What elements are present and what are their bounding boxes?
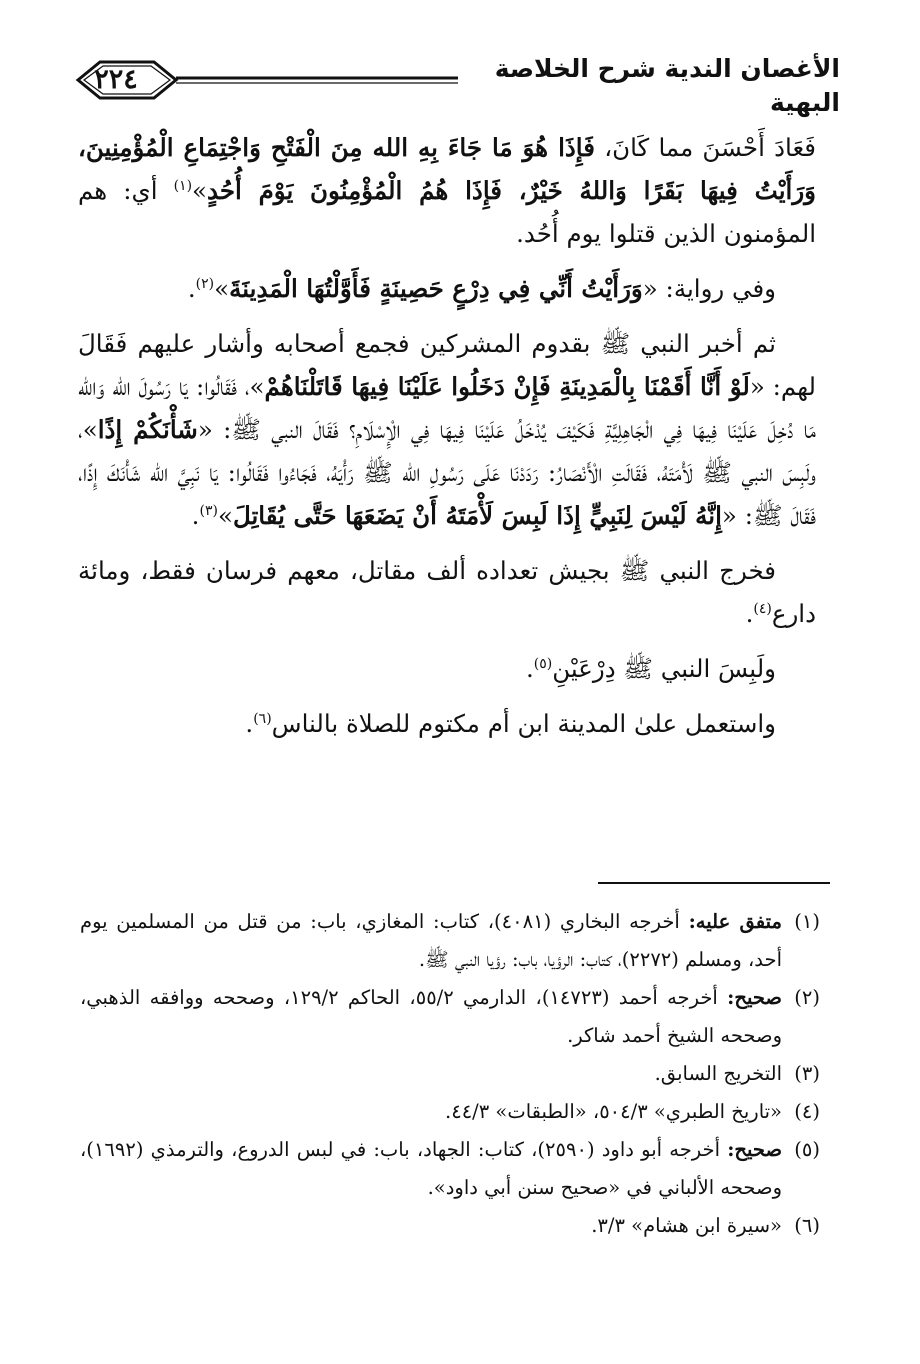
text-span: ولَبِسَ النبي ﷺ دِرْعَيْنِ — [552, 654, 776, 683]
footnote-number: (٥) — [794, 1138, 820, 1161]
text-span: . — [525, 654, 534, 683]
footnote-ref: (٣) — [199, 502, 218, 519]
text-span: واستعمل علىٰ المدينة ابن أم مكتوم للصلاة بالناس — [271, 709, 776, 738]
footnote-ref: (٦) — [253, 710, 272, 727]
paragraph-6 — [78, 702, 816, 745]
text-span: . — [187, 274, 196, 303]
footnote-text — [80, 1055, 782, 1093]
hadith-quote: لَوْ أَنَّا أَقَمْنَا بِالْمَدِينَةِ فَإِنْ دَخَلُوا عَلَيْنَا فِيهَا قَاتَلْنَاهُمْ — [264, 372, 750, 401]
text-span: » — [192, 176, 208, 205]
paragraph-5 — [78, 647, 816, 690]
page-header — [60, 40, 840, 120]
text-span: »، فَقَالُوا: يَا رَسُولَ الله وَالله مَا دُخِلَ عَلَيْنَا فِيهَا فِي الْجَاهِلِيَّةِ فَكَيْفَ يُدْخَلُ عَلَيْنَا فِيهَا فِي الْإِسْلَامِ؟ فَقَالَ النبي ﷺ: « — [78, 372, 816, 444]
text-span: . — [191, 501, 200, 530]
hadith-quote: وَرَأَيْتُ أَنِّي فِي دِرْعٍ حَصِينَةٍ فَأَوَّلْتُهَا الْمَدِينَةَ — [229, 274, 643, 303]
text-span: »، ولَبِسَ النبي ﷺ لَأْمَتَهُ، فَقَالَتِ الْأَنْصَارُ: رَدَدْنَا عَلَى رَسُولِ الله ﷺ رَأْيَهُ، فَجَاءُوا فَقَالُوا: يَا نَبِيَّ الله شَأْنَكَ إِذًا، فَقَالَ ﷺ: « — [78, 415, 816, 530]
footnote-text — [80, 1093, 782, 1131]
footnote-number: (٢) — [794, 986, 820, 1009]
footnote-text — [80, 1131, 782, 1207]
footnote-ref: (٢) — [195, 275, 215, 292]
text-span: أي: هم المؤمنون الذين قتلوا يوم أُحُد. — [78, 176, 816, 248]
footnote-number: (٦) — [794, 1214, 820, 1237]
footnote-body: «تاريخ الطبري» ٥٠٤/٣، «الطبقات» ٤٤/٣. — [445, 1100, 782, 1123]
text-span: . — [745, 599, 754, 628]
text-span: فخرج النبي ﷺ بجيش تعداده ألف مقاتل، معهم فرسان فقط، ومائة دارع — [78, 556, 816, 628]
hadith-quote: فَإِذَا هُوَ مَا جَاءَ بِهِ الله مِنَ الْفَتْحِ وَاجْتِمَاعِ الْمُؤْمِنِينَ، وَرَأَيْتُ فِيهَا بَقَرًا وَاللهُ خَيْرٌ، فَإِذَا هُمُ الْمُؤْمِنُونَ يَوْمَ أُحُدٍ — [78, 133, 816, 205]
footnote-number: (٤) — [794, 1100, 820, 1123]
footnote-grade: صحيح: — [727, 1138, 783, 1161]
footnote-2 — [80, 979, 820, 1055]
text-span: فَعَادَ أَحْسَنَ مما كَانَ، — [594, 133, 817, 162]
footnote-number: (٣) — [794, 1062, 820, 1085]
paragraph-3 — [78, 322, 816, 537]
footnote-grade: متفق عليه: — [688, 910, 783, 933]
footnote-ref: (٤) — [753, 600, 772, 617]
hadith-quote: شَأْنَكُمْ إِذًا — [97, 415, 198, 444]
main-text — [78, 126, 816, 757]
paragraph-2 — [78, 267, 816, 310]
footnote-body: أخرجه أبو داود (٢٥٩٠)، كتاب: الجهاد، باب: في لبس الدروع، والترمذي (١٦٩٢)، وصححه الألباني في «صحيح سنن أبي داود». — [80, 1138, 782, 1199]
footnote-5 — [80, 1131, 820, 1207]
text-span: . — [245, 709, 254, 738]
footnote-text — [80, 903, 782, 979]
footnote-grade: صحيح: — [727, 986, 782, 1009]
footnote-4 — [80, 1093, 820, 1131]
text-span: » — [217, 501, 233, 530]
footnote-ref: (٥) — [533, 655, 553, 672]
footnote-number: (١) — [794, 910, 820, 933]
hadith-quote: إِنَّهُ لَيْسَ لِنَبِيٍّ إِذَا لَبِسَ لَأْمَتَهُ أَنْ يَضَعَهَا حَتَّى يُقَاتِلَ — [232, 501, 722, 530]
footnote-text — [80, 979, 782, 1055]
footnote-3 — [80, 1055, 820, 1093]
footnote-body: أخرجه البخاري (٤٠٨١)، كتاب: المغازي، باب: من قتل من المسلمين يوم أحد، ومسلم (٢٢٧٢)، كتاب: الرؤيا، باب: رؤيا النبي ﷺ. — [80, 910, 782, 971]
text-span: » — [214, 274, 230, 303]
text-span: ثم أخبر النبي ﷺ بقدوم المشركين فجمع أصحابه وأشار عليهم فَقَالَ لهم: « — [78, 329, 816, 401]
footnote-body: «سيرة ابن هشام» ٣/٣. — [591, 1214, 782, 1237]
footnotes — [80, 903, 820, 1245]
page-number: ٢٢٤ — [94, 64, 138, 95]
footnote-separator — [598, 882, 830, 884]
paragraph-1 — [78, 126, 816, 255]
footnote-ref: (١) — [173, 177, 193, 194]
footnote-body: التخريج السابق. — [654, 1062, 782, 1085]
footnote-6 — [80, 1207, 820, 1245]
footnote-1 — [80, 903, 820, 979]
footnote-text — [80, 1207, 782, 1245]
footnote-body: أخرجه أحمد (١٤٧٢٣)، الدارمي ٥٥/٢، الحاكم ١٢٩/٢، وصححه ووافقه الذهبي، وصححه الشيخ أحمد شاكر. — [80, 986, 782, 1047]
text-span: وفي رواية: « — [642, 274, 776, 303]
running-title: الأغصان الندية شرح الخلاصة البهية — [494, 54, 840, 117]
paragraph-4 — [78, 549, 816, 635]
